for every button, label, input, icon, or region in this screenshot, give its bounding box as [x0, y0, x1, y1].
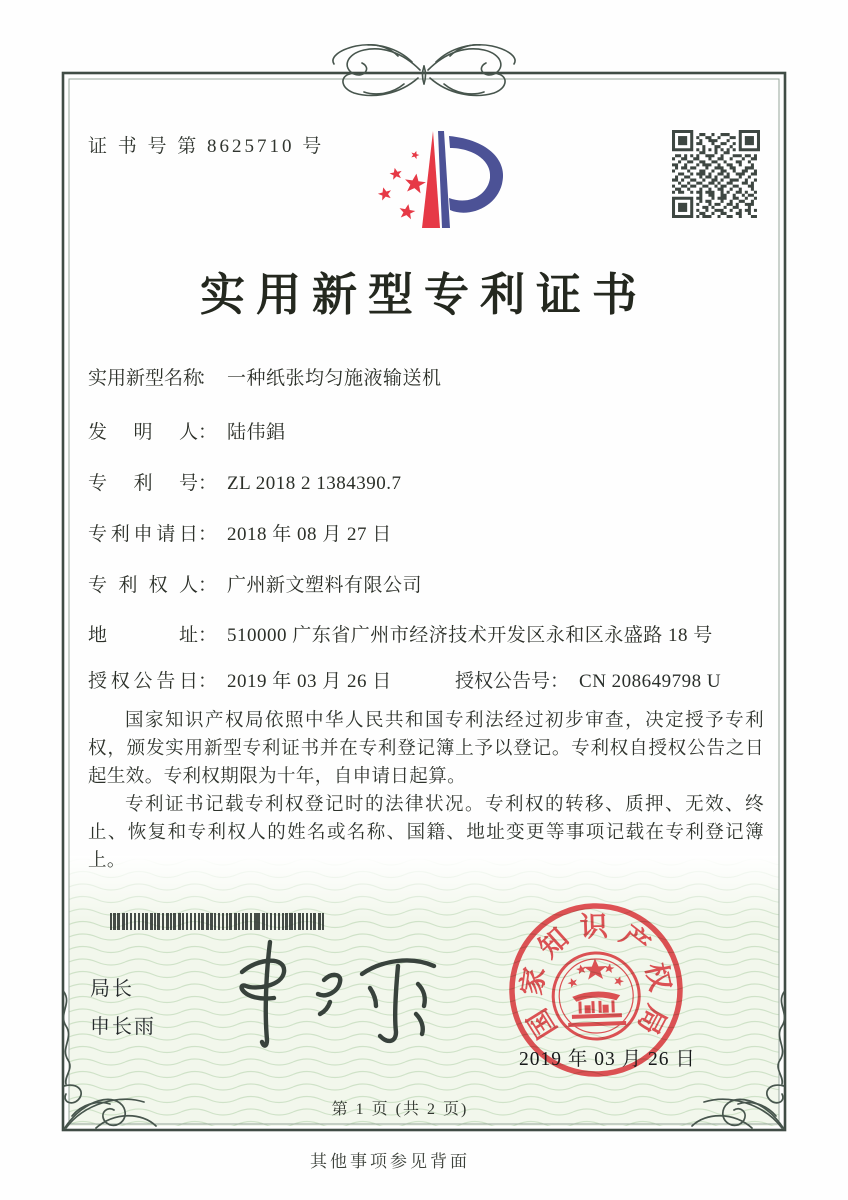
field-colon: ：	[198, 524, 218, 545]
field-utility-model-name	[88, 363, 442, 390]
field-label: 专利权人	[88, 575, 198, 596]
legal-paragraph-2: 专利证书记载专利权登记时的法律状况。专利权的转移、质押、无效、终止、恢复和专利权人的姓名或名称、国籍、地址变更等事项记载在专利登记簿上。	[88, 795, 764, 871]
cnipa-logo-icon	[352, 124, 510, 236]
field-value: 广州新文塑料有限公司	[227, 575, 423, 596]
field-grant-date	[88, 666, 392, 693]
field-grant-number	[455, 666, 721, 693]
field-filing-date	[88, 519, 392, 546]
qr-code-icon	[672, 130, 760, 218]
field-value: 一种纸张均匀施液输送机	[227, 368, 442, 389]
seal-char: 识	[579, 911, 609, 944]
field-label: 专利申请日	[88, 524, 198, 545]
field-colon: ：	[198, 368, 218, 389]
field-value: 2018 年 08 月 27 日	[227, 524, 392, 545]
legal-paragraph-1: 国家知识产权局依照中华人民共和国专利法经过初步审查，决定授予专利权，颁发实用新型专利证书并在专利登记簿上予以登记。专利权自授权公告之日起生效。专利权期限为十年，自申请日起算。	[88, 711, 764, 787]
field-label: 地址	[88, 625, 198, 646]
page-number: 第 1 页 (共 2 页)	[331, 1101, 469, 1118]
official-name: 申长雨	[90, 1016, 156, 1038]
field-patentee	[88, 570, 422, 597]
field-patent-number	[88, 468, 402, 495]
field-label: 授权公告日	[88, 671, 198, 692]
field-label: 授权公告号	[455, 671, 551, 692]
field-inventor	[88, 417, 286, 444]
seal-char: 产	[613, 919, 656, 962]
seal-char: 知	[533, 922, 575, 965]
field-colon: ：	[550, 671, 570, 692]
seal-date: 2019 年 03 月 26 日	[519, 1049, 696, 1070]
signature	[212, 936, 448, 1052]
field-value: 510000 广东省广州市经济技术开发区永和区永盛路 18 号	[227, 625, 713, 646]
barcode	[110, 913, 326, 930]
field-colon: ：	[198, 473, 218, 494]
field-colon: ：	[198, 671, 218, 692]
field-colon: ：	[198, 422, 218, 443]
field-value: 陆伟錩	[227, 422, 286, 443]
field-value: CN 208649798 U	[579, 671, 722, 692]
certificate-title: 实用新型专利证书	[199, 270, 648, 320]
field-value: ZL 2018 2 1384390.7	[227, 473, 402, 494]
field-label: 专利号	[88, 473, 198, 494]
national-emblem-icon	[552, 952, 641, 1041]
certificate-number: 证 书 号 第 8625710 号	[88, 136, 325, 157]
back-note: 其他事项参见背面	[310, 1152, 470, 1171]
field-value: 2019 年 03 月 26 日	[227, 671, 392, 692]
seal-char: 局	[630, 999, 672, 1039]
top-ornament	[333, 45, 515, 96]
seal-char: 国	[522, 1003, 564, 1044]
field-label: 实用新型名称	[88, 368, 203, 389]
field-colon: ：	[198, 625, 218, 646]
legal-text	[88, 707, 764, 875]
seal-char: 家	[516, 965, 552, 998]
official-role: 局长	[90, 978, 134, 1000]
field-address	[88, 620, 713, 647]
field-colon: ：	[198, 575, 218, 596]
seal-char: 权	[639, 960, 676, 994]
field-label: 发明人	[88, 422, 198, 443]
